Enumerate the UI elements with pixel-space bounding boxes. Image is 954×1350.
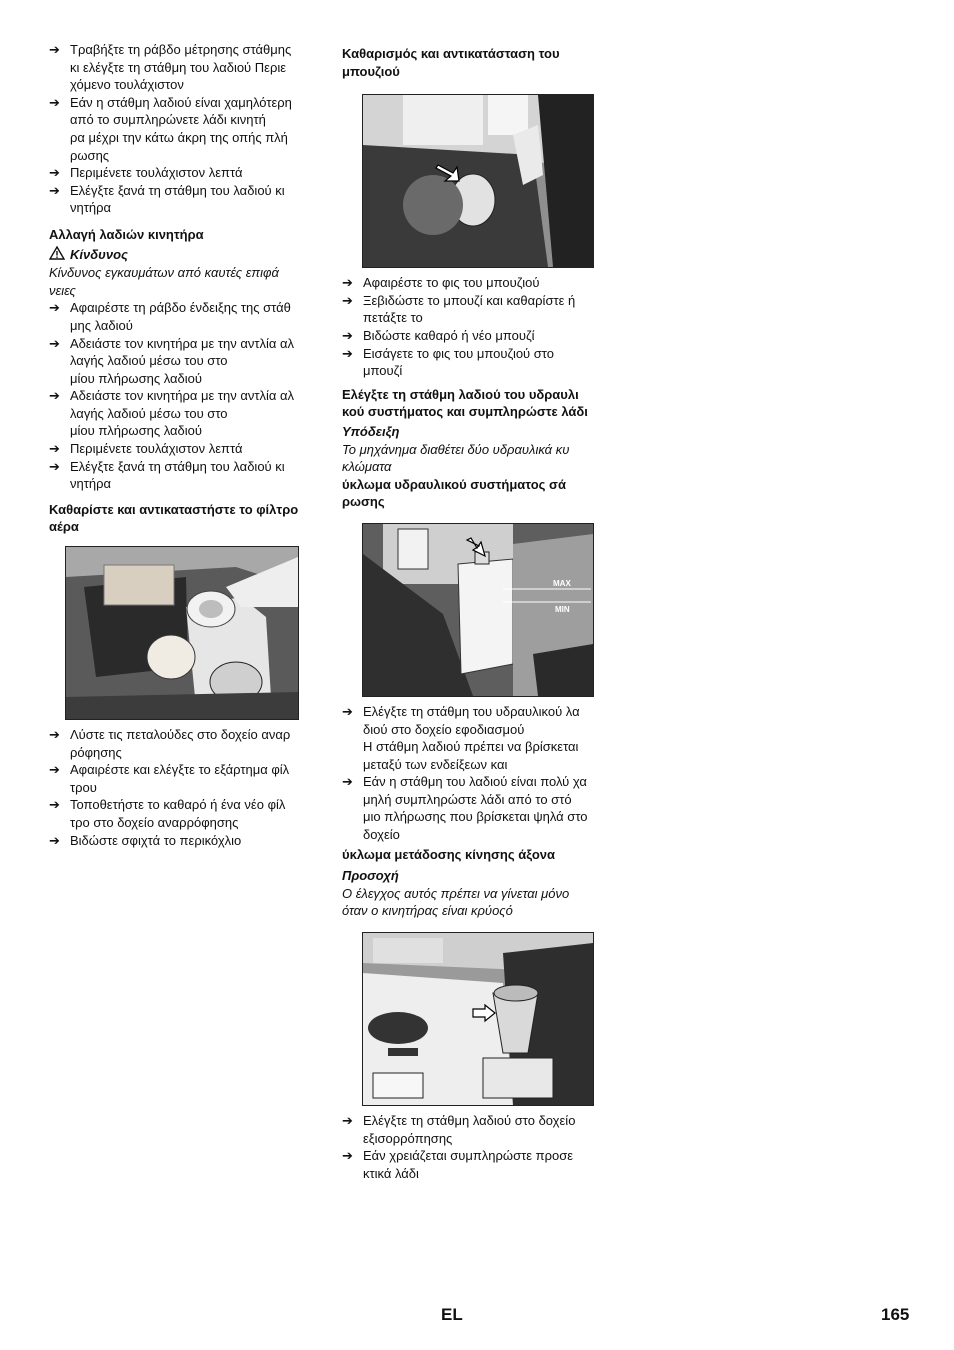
arrow-right-icon: ➔ [49,388,60,404]
step-list [342,274,617,380]
arrow-right-icon: ➔ [342,1113,353,1129]
left-column [49,41,321,849]
arrow-right-icon: ➔ [49,182,60,198]
arrow-right-icon: ➔ [342,774,353,790]
arrow-right-icon: ➔ [342,275,353,291]
step-list [342,703,617,844]
list-item: ➔ Βιδώστε σφιχτά το περικόχλιο [49,832,242,848]
list-item: ➔ Ξεβιδώστε το μπουζί και καθαρίστε ή πετάξτε το [342,292,576,326]
arrow-right-icon: ➔ [342,327,353,343]
oil-level-note: Η στάθμη λαδιού πρέπει να βρίσκεται μεταξύ των ενδείξεων και [363,739,579,772]
arrow-right-icon: ➔ [49,441,60,457]
section-heading-spark-plug: Καθαρισμός και αντικατάσταση του μπουζιού [342,46,560,79]
balance-tank-photo [362,932,594,1106]
hydraulic-circuit-2-heading: ύκλωμα μετάδοσης κίνησης άξονα [342,846,556,862]
list-item: ➔ Τοποθετήστε το καθαρό ή ένα νέο φίλ τρο στο δοχείο αναρρόφησης [49,797,286,830]
arrow-right-icon: ➔ [49,94,60,110]
list-item: ➔ Εάν η στάθμη του λαδιού είναι πολύ χα μηλή συμπληρώστε λάδι από το στό μιο πλήρωσης που βρίσκεται ψηλά στο δοχείο [342,774,588,843]
caution-label: Προσοχή [342,868,399,884]
warning-triangle-icon [49,246,65,265]
list-item: ➔ Εάν η στάθμη λαδιού είναι χαμηλότερη από το συμπληρώνετε λάδι κινητή ρα μέχρι την κάτω άκρη της οπής πλή ρωσης [49,94,292,163]
air-filter-photo [65,546,299,720]
arrow-right-icon: ➔ [49,727,60,743]
step-list [49,299,321,493]
list-item: ➔ Ελέγξτε τη στάθμη λαδιού στο δοχείο εξισορρόπησης [342,1113,576,1146]
list-item: ➔ Αδειάστε τον κινητήρα με την αντλία αλ λαγής λαδιού μέσω του στο μίου πλήρωσης λαδιού [49,388,295,439]
list-item: ➔ Ελέγξτε τη στάθμη του υδραυλικού λα διού στο δοχείο εφοδιασμού [342,703,580,737]
arrow-right-icon: ➔ [342,345,353,361]
list-item: ➔ Αφαιρέστε τη ράβδο ένδειξης της στάθ μης λαδιού [49,300,291,333]
list-item: ➔ Ελέγξτε ξανά τη στάθμη του λαδιού κι νητήρα [49,458,285,492]
list-item: ➔ Αφαιρέστε και ελέγξτε το εξάρτημα φίλ τρου [49,762,290,795]
list-item: ➔ Περιμένετε τουλάχιστον λεπτά [49,441,243,457]
arrow-right-icon: ➔ [49,832,60,848]
danger-label-row [49,246,321,265]
hydraulic-circuit-1-heading: ύκλωμα υδραυλικού συστήματος σά ρωσης [342,476,566,510]
step-list [49,726,321,849]
step-list [342,1112,617,1182]
list-item: ➔ Ελέγξτε ξανά τη στάθμη του λαδιού κι νητήρα [49,182,285,216]
right-column [342,45,617,1182]
arrow-right-icon: ➔ [49,300,60,316]
note-text: Το μηχάνημα διαθέτει δύο υδραυλικά κυ κλώματα [342,441,570,475]
list-item: ➔ Βιδώστε καθαρό ή νέο μπουζί [342,327,535,343]
section-heading-oil-change: Αλλαγή λαδιών κινητήρα [49,226,204,242]
list-item: ➔ Περιμένετε τουλάχιστον λεπτά [49,165,243,181]
list-item: ➔ Αδειάστε τον κινητήρα με την αντλία αλ λαγής λαδιού μέσω του στο μίου πλήρωσης λαδιού [49,335,295,386]
caution-text: Ο έλεγχος αυτός πρέπει να γίνεται μόνο όταν ο κινητήρας είναι κρύοςό [342,885,570,919]
arrow-right-icon: ➔ [49,165,60,181]
danger-label: Κίνδυνος [70,247,128,263]
list-item: ➔ Εισάγετε το φις του μπουζιού στο μπουζί [342,345,554,379]
page-number: 165 [881,1305,910,1324]
arrow-right-icon: ➔ [342,1148,353,1164]
arrow-right-icon: ➔ [49,335,60,351]
min-mark-label: MIN [555,604,570,614]
arrow-right-icon: ➔ [342,292,353,308]
list-item: ➔ Αφαιρέστε το φις του μπουζιού [342,275,540,291]
section-heading-air-filter: Καθαρίστε και αντικαταστήστε το φίλτρο αέρα [49,501,299,535]
list-item: ➔ Τραβήξτε τη ράβδο μέτρησης στάθμης κι ελέγξτε τη στάθμη του λαδιού Περιε χόμενο τουλάχιστον [49,42,292,93]
arrow-right-icon: ➔ [342,703,353,719]
arrow-right-icon: ➔ [49,762,60,778]
arrow-right-icon: ➔ [49,42,60,57]
footer-language-code: EL [441,1305,463,1324]
arrow-right-icon: ➔ [49,458,60,474]
arrow-right-icon: ➔ [49,797,60,813]
hydraulic-tank-photo [362,523,594,697]
list-item: ➔ Εάν χρειάζεται συμπληρώστε προσε κτικά λάδι [342,1148,574,1181]
max-mark-label: MAX [553,578,571,588]
step-list [49,41,321,217]
spark-plug-photo [362,94,594,268]
danger-text: Κίνδυνος εγκαυμάτων από καυτές επιφά νειες [49,265,279,298]
section-heading-hydraulic: Ελέγξτε τη στάθμη λαδιού του υδραυλι κού συστήματος και συμπληρώστε λάδι [342,386,588,420]
list-item: ➔ Λύστε τις πεταλούδες στο δοχείο αναρ ρόφησης [49,727,291,760]
note-label: Υπόδειξη [342,423,400,439]
